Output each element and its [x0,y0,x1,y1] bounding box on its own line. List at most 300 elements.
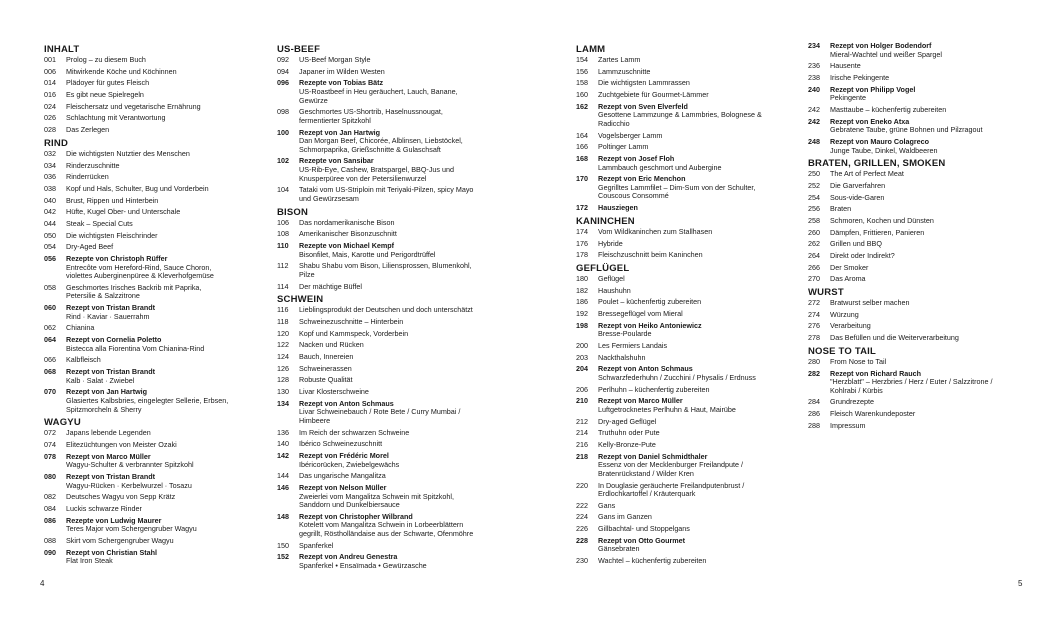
toc-entry [576,322,796,339]
entry-text-block [299,108,497,125]
entry-title: Poulet – küchenfertig zubereiten [598,297,702,307]
entry-text-block [299,400,497,426]
entry-text-block [66,197,264,206]
entry-page-number: 128 [277,375,289,385]
entry-page-number: 258 [808,215,820,225]
entry-page-number: 192 [576,308,588,318]
toc-entry [576,175,796,201]
toc-entry [576,525,796,534]
toc-entry [576,143,796,152]
entry-title: Sous-vide-Garen [830,192,885,202]
entry-text-block [299,542,497,551]
entry-text-block [66,429,264,438]
toc-entry [44,505,264,514]
section-heading: SCHWEIN [277,294,324,306]
entry-text-block [66,103,264,112]
page-number-left: 4 [40,579,45,588]
entry-subtitle: Bisonfilet, Mais, Karotte und Perigordtrüffel [299,249,436,259]
entry-title: Schmoren, Kochen und Dünsten [830,215,934,225]
entry-title: Fleisch Warenkundeposter [830,409,916,419]
entry-subtitle: Zweierlei vom Mangalitza Schwein mit Spitzkohl, Sanddorn und Dunkelbiersauce [299,491,454,510]
entry-page-number: 108 [277,229,289,239]
entry-page-number: 166 [576,142,588,152]
entry-text-block [598,502,796,511]
toc-entry [576,132,796,141]
entry-title: Rezept von Andreu Genestra [299,552,398,562]
entry-page-number: 154 [576,55,588,64]
entry-page-number: 040 [44,195,56,205]
entry-title: Direkt oder Indirekt? [830,251,895,260]
entry-text-block [299,341,497,350]
entry-text-block [830,370,1028,396]
entry-title: Schlachtung mit Verantwortung [66,113,166,123]
entry-page-number: 278 [808,333,820,343]
entry-title: Würzung [830,309,859,319]
entry-page-number: 216 [576,439,588,449]
toc-entry [44,356,264,365]
toc-entry [808,86,1028,103]
entry-page-number: 180 [576,273,588,283]
entry-title: Fleischzuschnitt beim Kaninchen [598,250,703,260]
entry-text-block [66,243,264,252]
entry-page-number: 118 [277,316,289,326]
toc-entry [44,255,264,281]
toc-entry [576,354,796,363]
toc-entry [277,186,497,203]
entry-page-number: 100 [277,127,289,137]
section-heading: GEFLÜGEL [576,262,630,274]
entry-subtitle: Wagyu-Schulter & verbrannter Spitzkohl [66,460,194,470]
entry-title: Rinderrücken [66,172,109,182]
entry-text-block [598,175,796,201]
entry-title: Rezept von Richard Rauch [830,368,922,378]
toc-entry [808,422,1028,431]
entry-text-block [598,91,796,100]
entry-text-block [66,79,264,88]
toc-entry [576,103,796,129]
entry-page-number: 234 [808,41,820,50]
entry-text-block [598,418,796,427]
entry-text-block [66,356,264,365]
toc-entry [44,162,264,171]
toc-entry [576,397,796,414]
entry-page-number: 248 [808,136,820,146]
entry-page-number: 272 [808,298,820,308]
toc-entry [808,275,1028,284]
entry-text-block [299,56,497,65]
entry-title: Wachtel – küchenfertig zubereiten [598,556,707,566]
entry-title: Gans im Ganzen [598,512,652,522]
toc-entry [277,56,497,65]
entry-page-number: 264 [808,251,820,260]
entry-text-block [830,170,1028,179]
entry-text-block [299,376,497,385]
entry-page-number: 102 [277,156,289,166]
entry-title: Rezept von Eric Menchon [598,174,686,184]
entry-page-number: 001 [44,55,56,64]
entry-title: Die Garverfahren [830,180,886,190]
entry-title: Schweinerassen [299,363,352,373]
entry-title: Hybride [598,238,623,248]
entry-text-block [66,220,264,229]
toc-entry [44,91,264,100]
toc-entry [576,513,796,522]
entry-page-number: 126 [277,363,289,373]
entry-page-number: 042 [44,207,56,217]
entry-title: Kopf und Kammspeck, Vorderbein [299,328,409,338]
entry-title: Geflügel [598,273,625,283]
entry-title: Hausziegen [598,203,638,213]
entry-text-block [66,284,264,301]
toc-entry [44,185,264,194]
toc-entry [44,103,264,112]
entry-title: Rezept von Nelson Müller [299,482,387,492]
entry-page-number: 260 [808,227,820,237]
toc-entry [277,353,497,362]
entry-text-block [830,322,1028,331]
entry-title: Les Fermiers Landais [598,340,668,350]
entry-page-number: 028 [44,125,56,135]
entry-page-number: 170 [576,174,588,184]
entry-text-block [299,186,497,203]
toc-entry [808,240,1028,249]
entry-page-number: 078 [44,451,56,461]
entry-page-number: 224 [576,512,588,522]
section-heading: LAMM [576,44,606,55]
entry-page-number: 088 [44,535,56,545]
entry-text-block [66,91,264,100]
entry-subtitle: "Herzblatt" – Herzbries / Herz / Euter / Salzzitrone / Kohlrabi / Kürbis [830,377,993,395]
entry-page-number: 034 [44,160,56,170]
entry-page-number: 284 [808,397,820,407]
entry-page-number: 038 [44,183,56,193]
entry-subtitle: Gegrilltes Lammfilet – Dim-Sum von der Schulter, Couscous Consommé [598,182,756,201]
entry-text-block [598,56,796,65]
toc-entry [277,341,497,350]
entry-title: Dry-aged Geflügel [598,416,657,426]
entry-text-block [66,453,264,470]
toc-entry [576,342,796,351]
entry-page-number: 006 [44,66,56,76]
entry-title: Rezept von Christopher Wilbrand [299,511,413,521]
entry-text-block [66,473,264,490]
entry-title: Hüfte, Kugel Ober- und Unterschale [66,207,181,217]
toc-entry [808,322,1028,331]
entry-text-block [830,240,1028,249]
entry-title: Rezept von Philipp Vogel [830,84,916,94]
entry-page-number: 090 [44,547,56,557]
entry-text-block [830,194,1028,203]
toc-entry [576,79,796,88]
toc-entry [277,219,497,228]
toc-entry [277,330,497,339]
entry-title: Chianina [66,323,95,333]
entry-text-block [830,138,1028,155]
toc-entry [44,79,264,88]
entry-page-number: 238 [808,72,820,82]
toc-entry [576,418,796,427]
entry-text-block [299,429,497,438]
entry-page-number: 156 [576,66,588,76]
entry-title: The Art of Perfect Meat [830,169,904,179]
entry-page-number: 274 [808,309,820,319]
entry-text-block [299,262,497,279]
entry-page-number: 164 [576,130,588,140]
entry-page-number: 212 [576,416,588,426]
entry-page-number: 158 [576,78,588,88]
toc-entry [808,138,1028,155]
entry-title: Deutsches Wagyu von Sepp Krätz [66,492,176,502]
toc-entry [277,318,497,327]
toc-entry [808,358,1028,367]
entry-text-block [598,79,796,88]
entry-page-number: 198 [576,320,588,330]
entry-title: Robuste Qualität [299,375,353,385]
toc-entry [576,482,796,499]
toc-entry [277,484,497,510]
entry-page-number: 106 [277,217,289,227]
entry-title: Rezept von Cornelia Poletto [66,335,162,345]
entry-text-block [299,230,497,239]
entry-page-number: 134 [277,398,289,408]
toc-entry [576,453,796,479]
entry-title: Shabu Shabu vom Bison, Liliensprossen, Blumenkohl, Pilze [299,261,472,279]
entry-title: Bauch, Innereien [299,351,354,361]
entry-subtitle: Schwarzfederhuhn / Zucchini / Physalis / Erdnuss [598,372,756,382]
section-heading: WURST [808,287,844,299]
toc-entry [44,429,264,438]
entry-page-number: 070 [44,387,56,397]
toc-entry [277,68,497,77]
entry-title: Die wichtigsten Fleischrinder [66,230,158,240]
entry-title: Es gibt neue Spielregeln [66,90,144,100]
entry-page-number: 254 [808,192,820,202]
toc-entry [277,553,497,570]
toc-entry [44,56,264,65]
entry-text-block [598,482,796,499]
toc-entry [576,251,796,260]
entry-text-block [299,440,497,449]
toc-entry [576,429,796,438]
entry-page-number: 266 [808,262,820,272]
entry-page-number: 110 [277,240,289,250]
toc-entry [576,502,796,511]
entry-text-block [66,304,264,321]
entry-page-number: 044 [44,218,56,228]
entry-title: Elitezüchtungen von Meister Ozaki [66,439,177,449]
entry-text-block [830,299,1028,308]
entry-page-number: 148 [277,511,289,521]
entry-title: Rezept von Mauro Colagreco [830,136,930,146]
entry-page-number: 050 [44,230,56,240]
entry-text-block [66,336,264,353]
toc-entry [808,182,1028,191]
toc-entry [808,311,1028,320]
toc-entry [576,155,796,172]
entry-page-number: 124 [277,351,289,361]
entry-text-block [598,132,796,141]
entry-text-block [598,68,796,77]
entry-title: In Douglasie geräucherte Freilandputenbrust / Erdlochkartoffel / Kräuterquark [598,480,745,499]
entry-title: Hausente [830,61,861,71]
toc-entry [576,275,796,284]
toc-entry [277,429,497,438]
entry-page-number: 104 [277,185,289,195]
entry-title: Nackthalshuhn [598,352,646,362]
toc-entry [277,365,497,374]
entry-subtitle: Bresse-Poularde [598,329,652,339]
section-heading: NOSE TO TAIL [808,345,877,357]
entry-title: Luckis schwarze Rinder [66,503,142,513]
toc-entry [44,173,264,182]
toc-entry [576,228,796,237]
entry-text-block [598,354,796,363]
toc-entry [44,197,264,206]
entry-page-number: 080 [44,471,56,481]
entry-text-block [299,553,497,570]
entry-text-block [66,68,264,77]
entry-text-block [299,242,497,259]
entry-title: Haushuhn [598,285,631,295]
entry-page-number: 240 [808,84,820,94]
entry-title: Impressum [830,420,866,430]
entry-text-block [299,68,497,77]
entry-title: Rezepte von Sansibar [299,156,374,166]
entry-text-block [598,365,796,382]
entry-page-number: 098 [277,107,289,117]
entry-page-number: 026 [44,113,56,123]
entry-subtitle: Pekingente [830,93,866,103]
entry-title: Rinderzuschnitte [66,160,120,170]
entry-page-number: 270 [808,274,820,284]
entry-title: Das nordamerikanische Bison [299,217,395,227]
entry-subtitle: Rind · Kaviar · Sauerrahm [66,311,150,321]
entry-title: Tataki vom US-Striploin mit Teriyaki-Pilzen, spicy Mayo und Gewürzsesam [299,185,474,203]
entry-text-block [299,353,497,362]
entry-page-number: 082 [44,492,56,502]
entry-subtitle: Gesottene Lammzunge & Lammbries, Bolognese & Radicchio [598,110,762,128]
toc-entry [808,264,1028,273]
entry-page-number: 120 [277,328,289,338]
toc-entry [44,324,264,333]
entry-text-block [598,429,796,438]
toc-entry [277,230,497,239]
entry-page-number: 242 [808,104,820,114]
entry-text-block [299,452,497,469]
toc-entry [576,365,796,382]
toc-entry [44,126,264,135]
entry-text-block [66,185,264,194]
entry-title: Rezept von Heiko Antoniewicz [598,320,702,330]
entry-title: Die wichtigsten Lammrassen [598,78,690,88]
toc-entry [44,517,264,534]
entry-page-number: 146 [277,482,289,492]
entry-title: Vogelsberger Lamm [598,130,663,140]
toc-entry [576,240,796,249]
entry-text-block [299,306,497,315]
entry-text-block [598,513,796,522]
toc-entry [576,310,796,319]
entry-subtitle: Flat Iron Steak [66,556,113,566]
entry-page-number: 186 [576,297,588,307]
entry-page-number: 140 [277,439,289,449]
entry-page-number: 242 [808,116,820,126]
entry-page-number: 174 [576,226,588,236]
entry-page-number: 092 [277,55,289,64]
toc-entry [44,537,264,546]
entry-page-number: 116 [277,305,289,315]
entry-text-block [598,251,796,260]
entry-text-block [66,114,264,123]
section-heading: BISON [277,206,309,218]
toc-entry [44,284,264,301]
toc-entry [576,537,796,554]
toc-entry [44,208,264,217]
toc-entry [44,304,264,321]
entry-title: Japans lebende Legenden [66,428,151,438]
entry-page-number: 036 [44,172,56,182]
entry-title: Rezept von Jan Hartwig [66,387,148,397]
toc-entry [44,243,264,252]
entry-title: Zuchtgebiete für Gourmet-Lämmer [598,90,709,100]
entry-subtitle: Essenz von der Mecklenburger Freilandpute / Bratenrückstand / Wilder Kren [598,460,744,478]
toc-entry [576,386,796,395]
entry-title: Schweinezuschnitte – Hinterbein [299,316,404,326]
toc-entry [277,262,497,279]
entry-text-block [598,322,796,339]
entry-text-block [299,365,497,374]
entry-title: Lieblingsprodukt der Deutschen und doch unterschätzt [299,305,473,315]
entry-page-number: 172 [576,203,588,213]
entry-title: Mitwirkende Köche und Köchinnen [66,66,177,76]
entry-title: Bratwurst selber machen [830,298,910,308]
toc-entry [576,287,796,296]
toc-entry [44,150,264,159]
entry-title: Rezepte von Tobias Bätz [299,78,384,88]
section-heading: RIND [44,137,69,149]
entry-text-block [299,79,497,105]
entry-title: Rezepte von Michael Kempf [299,240,395,250]
entry-title: Rezepte von Christoph Rüffer [66,254,168,263]
entry-title: Rezept von Eneko Atxa [830,116,910,126]
entry-title: Fleischersatz und vegetarische Ernährung [66,101,201,111]
entry-title: Geschmortes Irisches Backrib mit Paprika, Petersilie & Salzzitrone [66,282,202,301]
toc-entry [277,452,497,469]
entry-subtitle: Lammbauch geschmort und Aubergine [598,162,722,172]
toc-entry [44,549,264,566]
page-number-right: 5 [1018,579,1023,588]
toc-entry [808,118,1028,135]
entry-text-block [598,204,796,213]
entry-text-block [299,219,497,228]
entry-text-block [830,398,1028,407]
toc-entry [277,157,497,183]
entry-page-number: 084 [44,503,56,513]
entry-text-block [830,182,1028,191]
toc-entry [808,410,1028,419]
entry-page-number: 150 [277,540,289,550]
entry-title: Der mächtige Büffel [299,281,362,291]
entry-page-number: 068 [44,367,56,377]
entry-text-block [66,441,264,450]
entry-text-block [66,493,264,502]
toc-entry [277,306,497,315]
entry-page-number: 236 [808,61,820,71]
toc-entry [576,68,796,77]
entry-text-block [830,275,1028,284]
section-heading: KANINCHEN [576,215,635,227]
entry-text-block [598,155,796,172]
